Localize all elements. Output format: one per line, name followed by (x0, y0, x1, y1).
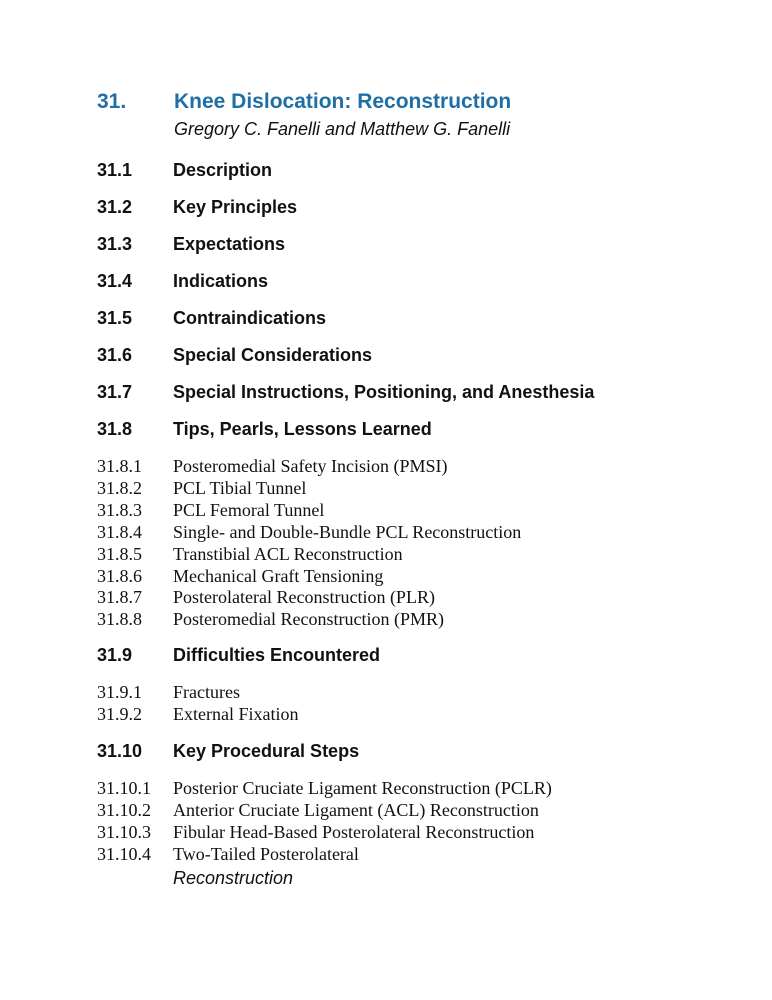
section-number: 31.3 (97, 234, 133, 254)
subsection-list (97, 456, 521, 631)
section-number: 31.1 (97, 160, 133, 180)
subsection-number: 31.8.5 (97, 543, 142, 564)
subsection-title: Two-Tailed Posterolateral (173, 843, 359, 864)
section-title: Tips, Pearls, Lessons Learned (173, 419, 432, 439)
subsection-item (97, 478, 521, 500)
section-title: Description (173, 160, 273, 180)
subsection-title: Fractures (173, 682, 240, 702)
section-heading (97, 382, 594, 403)
chapter-title: Knee Dislocation: Reconstruction (174, 90, 512, 113)
subsection-item (97, 500, 521, 522)
section-title: Difficulties Encountered (173, 645, 381, 665)
chapter-heading (97, 90, 737, 114)
subsection-title: Mechanical Graft Tensioning (173, 565, 384, 586)
subsection-title: Posteromedial Safety Incision (PMSI) (173, 456, 448, 476)
subsection-title: Fibular Head-Based Posterolateral Reconstruction (173, 821, 535, 842)
subsection-item (97, 822, 552, 844)
subsection-number: 31.10.3 (97, 821, 151, 842)
section-number: 31.7 (97, 382, 133, 402)
subsection-title: External Fixation (173, 703, 299, 724)
section-title: Contraindications (173, 308, 327, 328)
subsection-number: 31.8.6 (97, 565, 142, 586)
section-heading (97, 345, 372, 366)
section-heading (97, 741, 359, 762)
section-title: Expectations (173, 234, 286, 254)
subsection-item (97, 566, 521, 588)
section-heading (97, 308, 326, 329)
subsection-title: Single- and Double-Bundle PCL Reconstruction (173, 521, 522, 542)
section-heading (97, 234, 285, 255)
subsection-number: 31.8.8 (97, 609, 142, 630)
chapter-header (97, 90, 737, 140)
subsection-item (97, 587, 521, 609)
subsection-item (97, 522, 521, 544)
subsection-list (97, 778, 552, 866)
subsection-title: Transtibial ACL Reconstruction (173, 543, 403, 564)
subsection-item (97, 800, 552, 822)
section-heading (97, 419, 432, 440)
subsection-title: PCL Femoral Tunnel (173, 499, 325, 520)
section-heading (97, 197, 297, 218)
subsection-item (97, 609, 521, 631)
continuation-text: Reconstruction (173, 868, 294, 888)
subsection-title: PCL Tibial Tunnel (173, 477, 307, 498)
subsection-title: Posterior Cruciate Ligament Reconstruction (PCLR) (173, 778, 552, 798)
subsection-item (97, 682, 298, 704)
subsection-number: 31.10.4 (97, 843, 151, 864)
subsection-number: 31.8.3 (97, 499, 142, 520)
subsection-number: 31.9.1 (97, 682, 142, 702)
section-number: 31.5 (97, 308, 133, 328)
section-title: Special Considerations (173, 345, 373, 365)
section-heading (97, 271, 268, 292)
section-title: Key Procedural Steps (173, 741, 360, 761)
section-title: Indications (173, 271, 269, 291)
chapter-number: 31. (97, 90, 127, 113)
section-number: 31.8 (97, 419, 133, 439)
subsection-number: 31.8.4 (97, 521, 142, 542)
section-number: 31.10 (97, 741, 143, 761)
subsection-number: 31.10.2 (97, 799, 151, 820)
section-number: 31.9 (97, 645, 133, 665)
section-number: 31.6 (97, 345, 133, 365)
subsection-number: 31.8.2 (97, 477, 142, 498)
section-title: Special Instructions, Positioning, and Anesthesia (173, 382, 595, 402)
subsection-title: Posterolateral Reconstruction (PLR) (173, 587, 435, 608)
subsection-item (97, 456, 521, 478)
section-heading (97, 645, 380, 666)
subsection-item (97, 544, 521, 566)
chapter-authors: Gregory C. Fanelli and Matthew G. Fanelli (174, 119, 511, 139)
subsection-title: Anterior Cruciate Ligament (ACL) Reconstruction (173, 799, 539, 820)
subsection-number: 31.8.1 (97, 456, 142, 476)
subsection-item (97, 844, 552, 866)
section-number: 31.2 (97, 197, 133, 217)
subsection-item (97, 778, 552, 800)
section-number: 31.4 (97, 271, 133, 291)
subsection-number: 31.10.1 (97, 778, 151, 798)
subsection-item (97, 704, 298, 726)
section-heading (97, 160, 272, 181)
section-title: Key Principles (173, 197, 298, 217)
subsection-list (97, 682, 298, 726)
subsection-number: 31.9.2 (97, 703, 142, 724)
subsection-number: 31.8.7 (97, 587, 142, 608)
subsection-title: Posteromedial Reconstruction (PMR) (173, 609, 444, 630)
